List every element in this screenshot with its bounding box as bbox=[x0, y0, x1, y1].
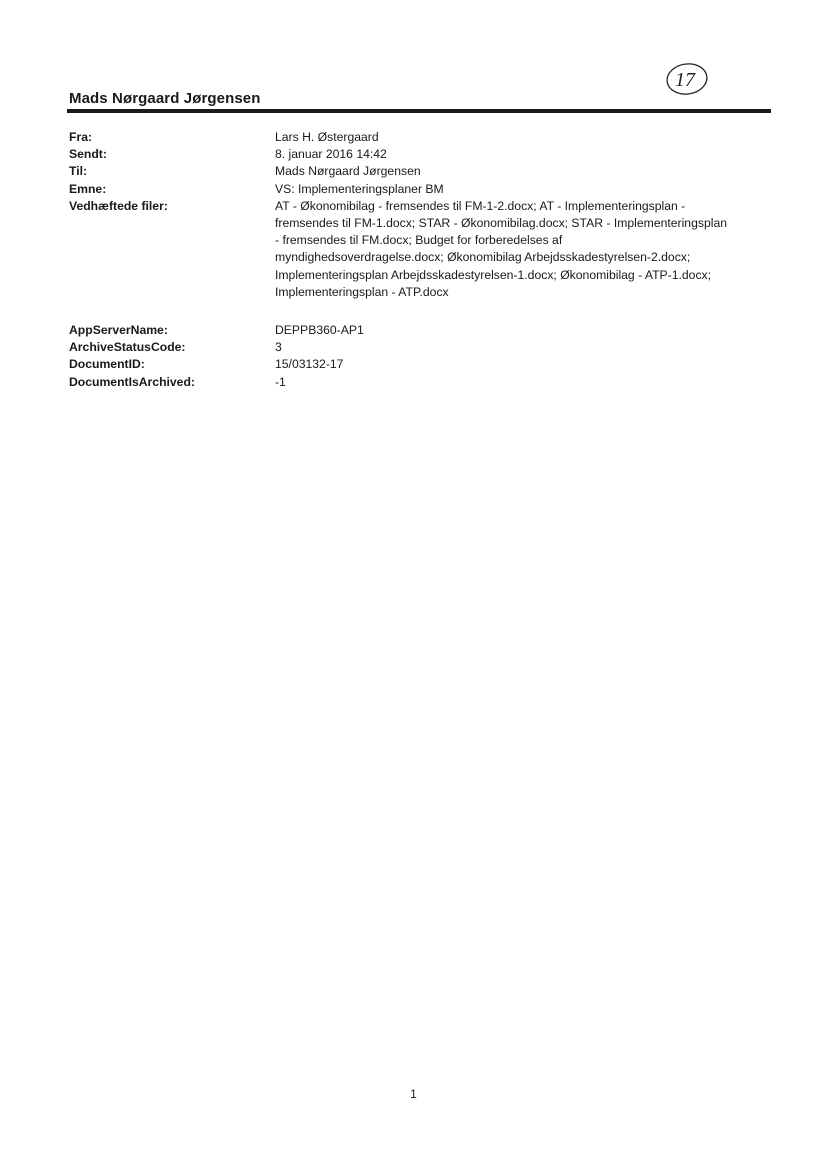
subject-row bbox=[69, 181, 769, 198]
archive-metadata bbox=[69, 322, 769, 391]
app-server-label: AppServerName: bbox=[69, 323, 168, 337]
attachment-line: Implementeringsplan Arbejdsskadestyrelsen-1.docx; Økonomibilag - ATP-1.docx; bbox=[275, 267, 712, 282]
attachment-line: AT - Økonomibilag - fremsendes til FM-1-2.docx; AT - Implementeringsplan - bbox=[275, 198, 686, 213]
email-metadata bbox=[69, 129, 769, 301]
from-value: Lars H. Østergaard bbox=[275, 130, 379, 144]
attachment-line: myndighedsoverdragelse.docx; Økonomibilag Arbejdsskadestyrelsen-2.docx; bbox=[275, 250, 691, 265]
attachment-line: fremsendes til FM-1.docx; STAR - Økonomibilag.docx; STAR - Implementeringsplan bbox=[275, 216, 727, 231]
app-server-value: DEPPB360-AP1 bbox=[275, 323, 364, 337]
document-id-value: 15/03132-17 bbox=[275, 357, 344, 372]
attachment-line: Implementeringsplan - ATP.docx bbox=[275, 284, 449, 299]
document-archived-label: DocumentIsArchived: bbox=[69, 374, 195, 389]
attachment-line: - fremsendes til FM.docx; Budget for forberedelses af bbox=[275, 233, 563, 248]
to-value: Mads Nørgaard Jørgensen bbox=[275, 164, 421, 179]
document-id-label: DocumentID: bbox=[69, 357, 145, 372]
document-header-name: Mads Nørgaard Jørgensen bbox=[69, 90, 261, 107]
document-archived-row bbox=[69, 374, 769, 391]
sent-value: 8. januar 2016 14:42 bbox=[275, 147, 387, 162]
page-number: 1 bbox=[410, 1087, 417, 1101]
subject-value: VS: Implementeringsplaner BM bbox=[275, 181, 444, 196]
to-row bbox=[69, 163, 769, 180]
attachments-value bbox=[275, 198, 769, 301]
from-label: Fra: bbox=[69, 130, 93, 144]
attachments-row bbox=[69, 198, 769, 301]
sent-row bbox=[69, 146, 769, 163]
header-divider bbox=[67, 109, 771, 113]
document-archived-value: -1 bbox=[275, 374, 286, 389]
handwritten-page-marker bbox=[662, 58, 710, 98]
attachments-label: Vedhæftede filer: bbox=[69, 198, 168, 213]
document-id-row bbox=[69, 356, 769, 373]
archive-status-value: 3 bbox=[275, 340, 282, 355]
sent-label: Sendt: bbox=[69, 147, 107, 162]
app-server-row bbox=[69, 322, 769, 339]
from-row bbox=[69, 129, 769, 146]
archive-status-row bbox=[69, 339, 769, 356]
archive-status-label: ArchiveStatusCode: bbox=[69, 340, 186, 355]
page-marker-text: 17 bbox=[675, 69, 695, 91]
to-label: Til: bbox=[69, 164, 88, 179]
subject-label: Emne: bbox=[69, 181, 107, 196]
